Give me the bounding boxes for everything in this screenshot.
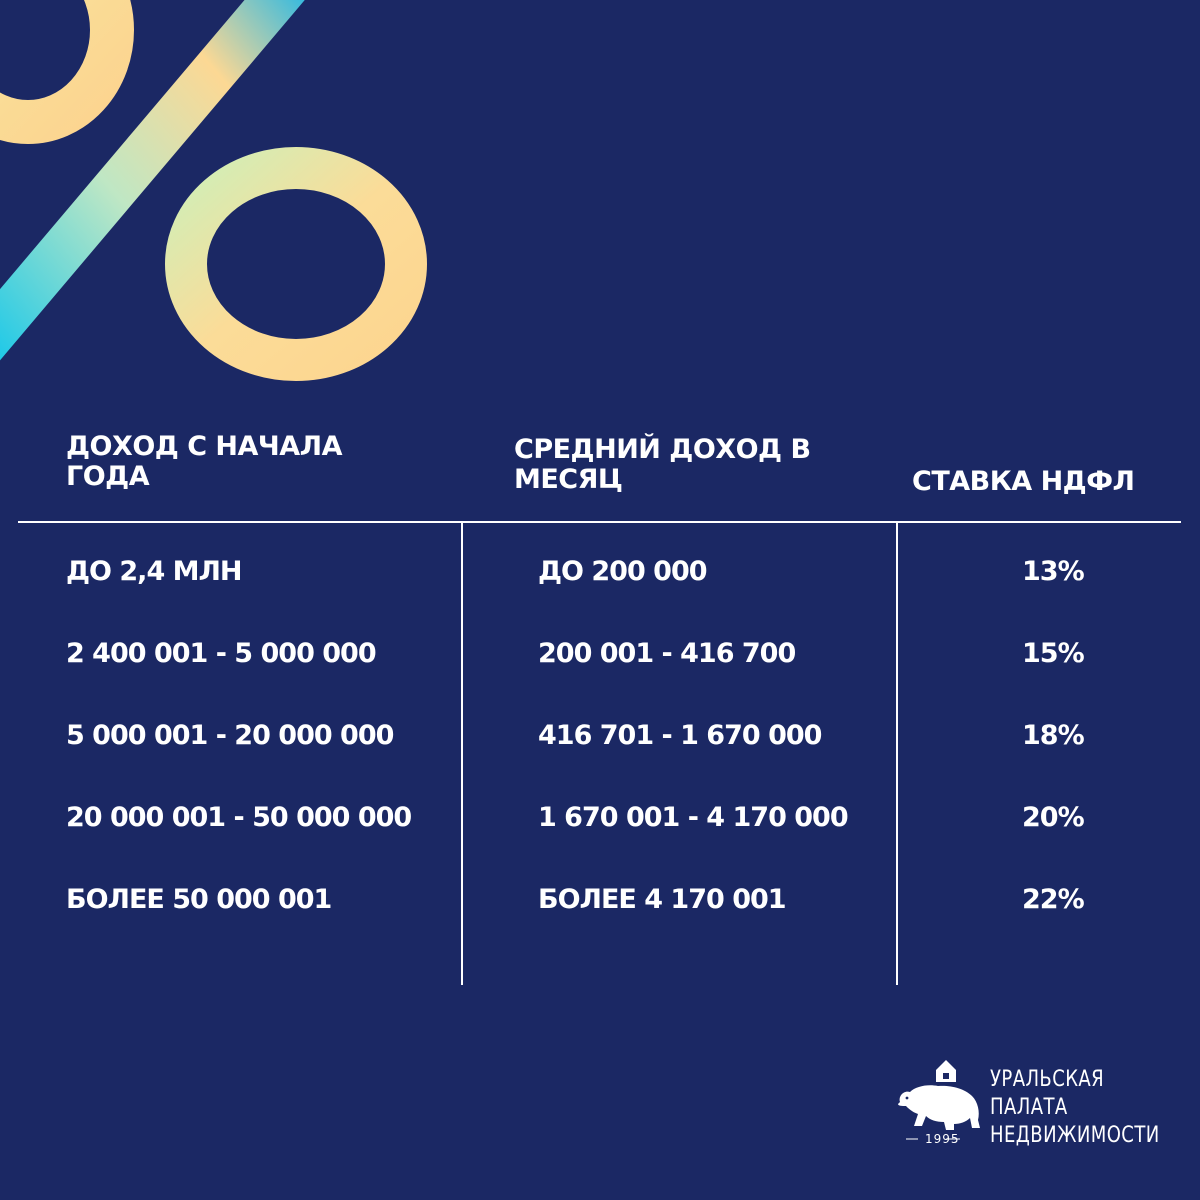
column-divider: [896, 522, 898, 985]
tax-rate-cell: 20%: [1022, 802, 1084, 833]
header-tax-rate: СТАВКА НДФЛ: [912, 466, 1135, 497]
column-divider: [461, 522, 463, 985]
logo-wordmark: УРАЛЬСКАЯ ПАЛАТА НЕДВИЖИМОСТИ: [990, 1067, 1160, 1148]
logo-year: 1995: [925, 1132, 960, 1146]
income-ytd-cell: 5 000 001 - 20 000 000: [66, 720, 394, 751]
income-ytd-cell: 2 400 001 - 5 000 000: [66, 638, 376, 669]
header-income-ytd: ДОХОД С НАЧАЛА ГОДА: [66, 431, 342, 492]
income-ytd-cell: БОЛЕЕ 50 000 001: [66, 884, 332, 915]
tax-rate-cell: 15%: [1022, 638, 1084, 669]
monthly-income-cell: 416 701 - 1 670 000: [538, 720, 822, 751]
tax-rate-cell: 18%: [1022, 720, 1084, 751]
monthly-income-cell: ДО 200 000: [538, 556, 707, 587]
income-ytd-cell: 20 000 001 - 50 000 000: [66, 802, 412, 833]
header-divider: [18, 521, 1181, 523]
header-monthly-income: СРЕДНИЙ ДОХОД В МЕСЯЦ: [514, 434, 811, 495]
income-ytd-cell: ДО 2,4 МЛН: [66, 556, 242, 587]
monthly-income-cell: 1 670 001 - 4 170 000: [538, 802, 848, 833]
tax-rate-cell: 13%: [1022, 556, 1084, 587]
monthly-income-cell: БОЛЕЕ 4 170 001: [538, 884, 786, 915]
monthly-income-cell: 200 001 - 416 700: [538, 638, 796, 669]
tax-rate-cell: 22%: [1022, 884, 1084, 915]
